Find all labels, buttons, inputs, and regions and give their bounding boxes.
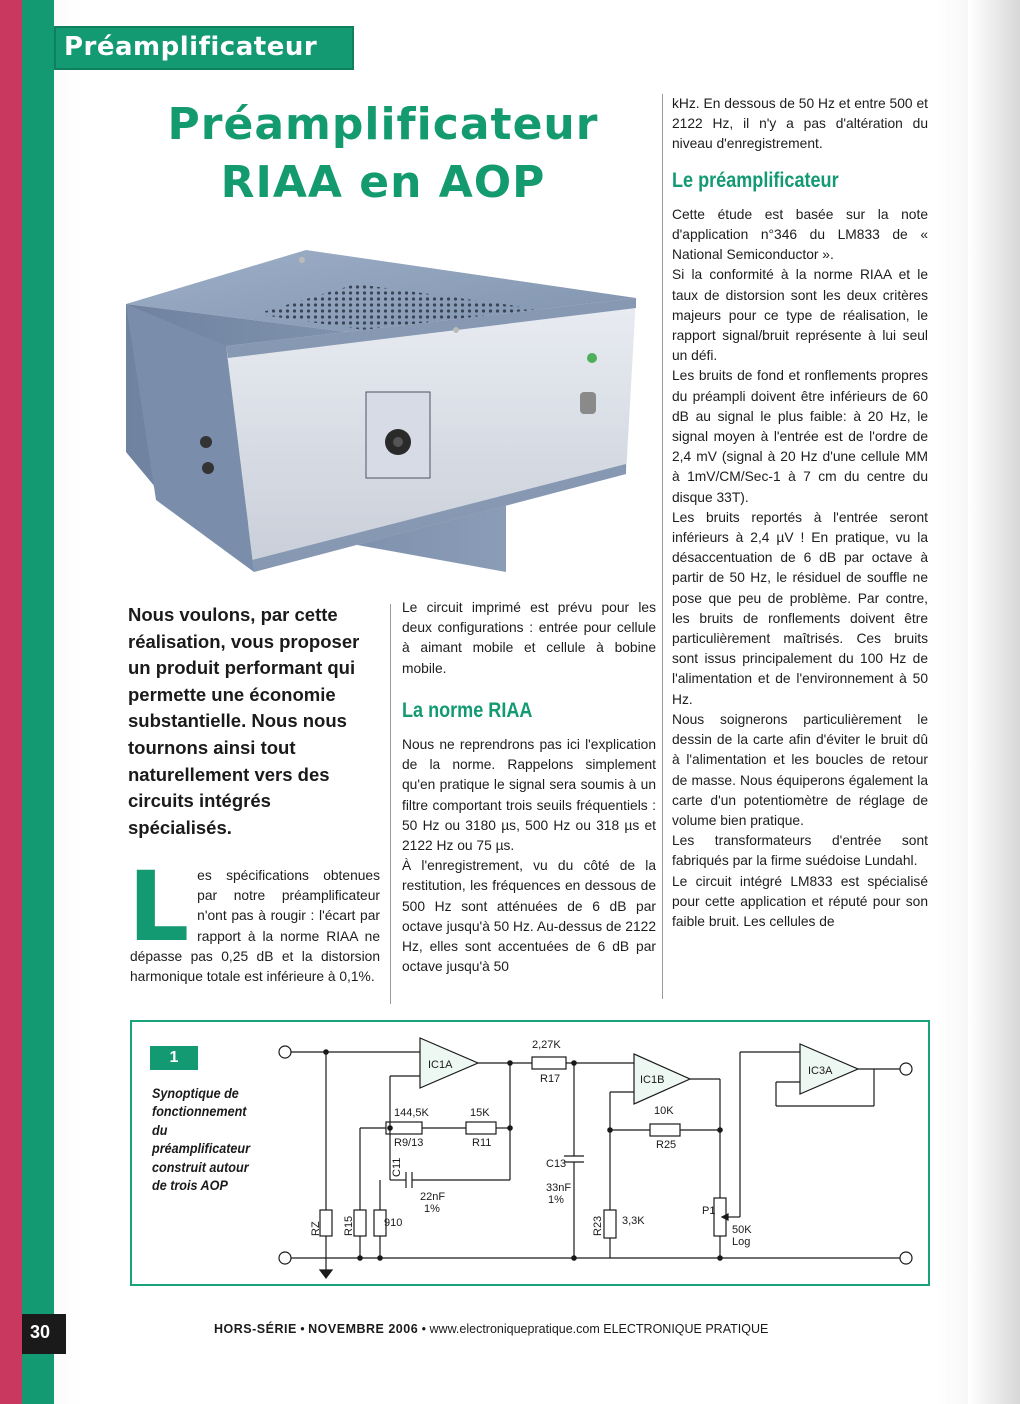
paragraph: Le circuit imprimé est prévu pour les deux configurations : entrée pour cellule à aimant mobile et cellule à bobine mobile.: [402, 600, 656, 676]
label-p1-type: Log: [732, 1236, 751, 1248]
label-c11-value: 22nF: [420, 1191, 446, 1203]
paragraph: À l'enregistrement, vu du côté de la restitution, les fréquences en dessous de 500 Hz sont atténuées de 6 dB par octave jusqu'à 50 Hz. Au-dessus de 2122 Hz, elles sont accentuées de 6 dB par octave jusqu'à 50: [402, 858, 656, 975]
drop-cap: L: [128, 851, 190, 963]
article-title-line1: Préamplificateur: [167, 99, 599, 150]
paragraph: Les transformateurs d'entrée sont fabriqués par la firme suédoise Lundahl.: [672, 833, 928, 869]
paragraph: Cette étude est basée sur la note d'application n°346 du LM833 de « National Semiconductor ».: [672, 206, 928, 263]
label-r25-value: 10K: [654, 1105, 674, 1117]
paragraph: Les bruits reportés à l'entrée seront inférieurs à 2,4 µV ! En pratique, vu la désaccentuation de 6 dB par octave à partir de 50 Hz, le résiduel de souffle ne pose que peu de problème. Par contre, les bruits de ronflements doivent être particulièrement maîtrisés. Ces bruits sont issus principalement du 100 Hz de l'alimentation et de l'environnement à 50 Hz.: [672, 509, 928, 707]
label-c13-tolerance: 1%: [548, 1194, 564, 1206]
article-title: [108, 96, 658, 212]
label-ic1a: IC1A: [428, 1059, 453, 1071]
paragraph: Nous ne reprendrons pas ici l'explication de la norme. Rappelons simplement qu'en pratique le signal sera soumis à un filtre comportant trois seuils fréquentiels : 50 Hz ou 3180 µs, 500 Hz ou 318 µs et 2122 Hz ou 75 µs.: [402, 737, 656, 854]
figure-caption: Synoptique de fonctionnement du préamplificateur construit autour de trois AOP: [152, 1085, 251, 1194]
label-c11-tolerance: 1%: [424, 1203, 440, 1215]
device-photo: [116, 242, 646, 592]
footer-bullet: •: [421, 1322, 427, 1336]
paragraph: Nous soignerons particulièrement le dessin de la carte afin d'éviter le bruit dû à l'alimentation et les boucles de retour de masse. Nous équiperons également la carte d'un potentiomètre de réglage de volume bien pratique.: [672, 711, 928, 828]
magenta-margin-strip: [0, 0, 22, 1404]
section-heading-riaa: La norme RIAA: [402, 698, 533, 722]
paragraph: Les bruits de fond et ronflements propres du préampli doivent être inférieurs de 60 dB au signal le plus faible: à 20 Hz, le signal moyen à l'entrée est de l'ordre de 2,4 mV (signal à 20 Hz d'une cellule MM à 1mV/CM/Sec-1 à 7 cm du centre du disque 33T).: [672, 368, 928, 505]
label-r23: R23: [592, 1215, 604, 1236]
footer-date: NOVEMBRE 2006: [308, 1322, 419, 1336]
label-r11: R11: [472, 1137, 492, 1149]
label-r17-value: 2,27K: [532, 1039, 561, 1051]
label-r23-value: 3,3K: [622, 1215, 645, 1227]
footer-bullet: •: [300, 1322, 305, 1336]
label-r15-value: 910: [384, 1217, 403, 1229]
footer-series: HORS-SÉRIE: [214, 1322, 297, 1336]
page-edge: [968, 0, 1020, 1404]
paragraph: Le circuit intégré LM833 est spécialisé pour cette application et réputé pour son faible bruit. Les cellules de: [672, 873, 928, 929]
label-p1: P1: [702, 1205, 716, 1217]
column-3: [672, 94, 928, 932]
label-r15: R15: [343, 1215, 355, 1236]
intro-paragraph: Nous voulons, par cette réalisation, vous proposer un produit performant qui permette une économie substantielle. Nous nous tournons ainsi tout naturellement vers des circuits intégrés spécialisés.: [128, 604, 360, 838]
page-number: 30: [30, 1322, 51, 1342]
label-c11: C11: [391, 1157, 403, 1177]
label-c13-value: 33nF: [546, 1182, 572, 1194]
label-r11-value: 15K: [470, 1107, 490, 1119]
column-1: [128, 851, 380, 987]
label-ic3a: IC3A: [808, 1065, 833, 1077]
section-heading-preamp: Le préamplificateur: [672, 168, 839, 192]
paragraph: kHz. En dessous de 50 Hz et entre 500 et 2122 Hz, il n'y a pas d'altération du niveau d'enregistrement.: [672, 96, 928, 152]
footer: [214, 1322, 768, 1336]
label-r9-value: 144,5K: [394, 1107, 429, 1119]
label-rz: RZ: [310, 1221, 322, 1236]
column-separator-2: [662, 94, 663, 999]
label-r17: R17: [540, 1073, 561, 1085]
paragraph: Si la conformité à la norme RIAA et le taux de distorsion sont les deux critères majeurs pour ce type de réalisation, le rapport signal/bruit représente à lui seul un défi.: [672, 267, 928, 364]
label-ic1b: IC1B: [640, 1074, 665, 1086]
column-separator-1: [390, 604, 391, 1004]
column-2: [402, 598, 656, 977]
section-header: [54, 26, 354, 70]
label-c13: C13: [546, 1158, 567, 1170]
section-header-label: Préamplificateur: [64, 32, 318, 62]
column-1-text: es spécifications obtenues par notre préamplificateur n'ont pas à rougir : l'écart par rapport à la norme RIAA ne dépasse pas 0,25 dB et la distorsion harmonique totale est inférieure à 0,1%.: [130, 868, 380, 985]
figure-number: 1: [150, 1046, 198, 1070]
label-r25: R25: [656, 1139, 677, 1151]
article-title-line2: RIAA en AOP: [220, 157, 546, 208]
schematic: [270, 1030, 920, 1280]
label-r9: R9/13: [394, 1137, 424, 1149]
label-p1-value: 50K: [732, 1224, 752, 1236]
green-margin-strip: [22, 0, 54, 1404]
footer-url: www.electroniquepratique.com: [429, 1322, 600, 1336]
footer-magazine: ELECTRONIQUE PRATIQUE: [603, 1322, 769, 1336]
